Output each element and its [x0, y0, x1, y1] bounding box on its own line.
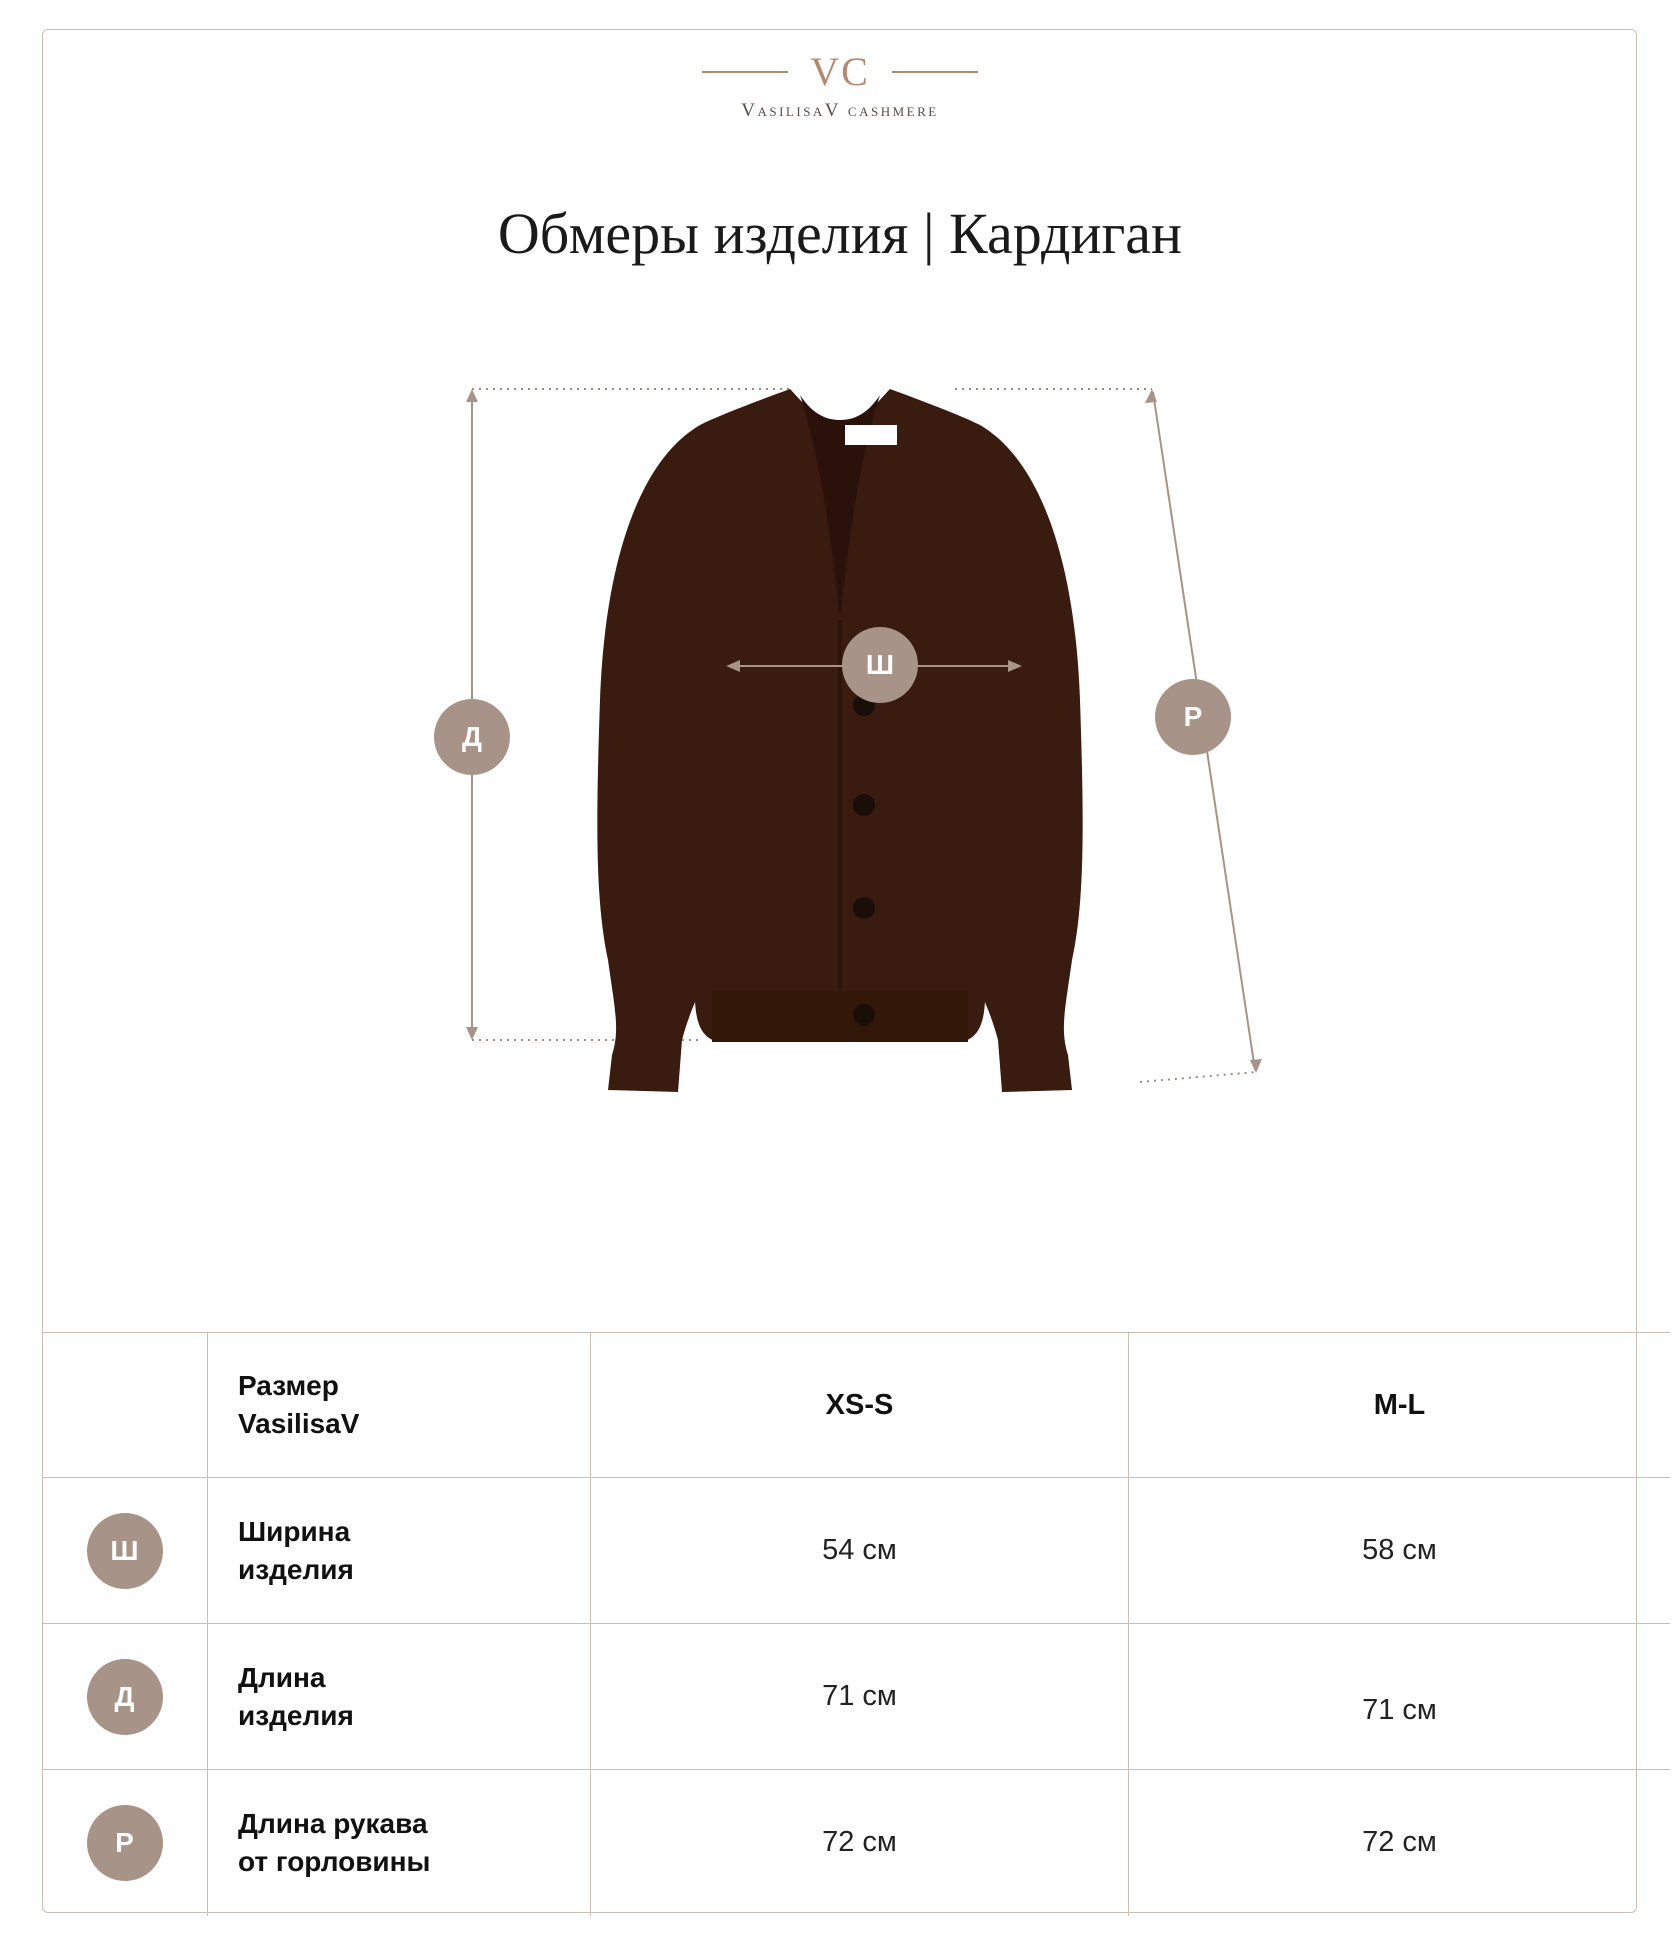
sleeve-arrow-head-top [1145, 389, 1157, 403]
row-label-line1: Длина [238, 1661, 326, 1693]
page-title: Обмеры изделия | Кардиган [497, 201, 1183, 266]
row-value-m-l: 72 см [1129, 1770, 1671, 1916]
row-value-m-l: 58 см [1129, 1478, 1671, 1624]
row-value-xs-s: 54 см [591, 1478, 1129, 1624]
length-arrow-head-bottom [466, 1027, 478, 1040]
header-size-xs-s: XS-S [591, 1333, 1129, 1478]
row-label-line1: Ширина [238, 1515, 351, 1547]
header-empty-cell [42, 1333, 208, 1478]
sleeve-badge: Р [1155, 679, 1231, 755]
logo-brand-name: VasilisaV cashmere [741, 100, 939, 121]
header-size-m-l: M-L [1129, 1333, 1671, 1478]
row-label-line2: изделия [238, 1699, 354, 1731]
hem-rib [712, 990, 968, 1042]
header-label-line2: VasilisaV [238, 1408, 360, 1439]
width-badge: Ш [842, 627, 918, 703]
length-badge: Д [434, 699, 510, 775]
button-3 [853, 897, 875, 919]
row-label-line1: Длина рукава [238, 1807, 428, 1839]
row-label [208, 1770, 591, 1916]
button-2 [853, 794, 875, 816]
row-value-xs-s: 72 см [591, 1770, 1129, 1916]
row-badge-sleeve: Р [87, 1805, 163, 1881]
table-row [42, 1624, 1670, 1770]
row-label [208, 1624, 591, 1770]
row-badge-length: Д [87, 1659, 163, 1735]
row-label [208, 1478, 591, 1624]
row-label-line2: изделия [238, 1553, 354, 1585]
size-table [42, 1332, 1637, 1916]
table-row [42, 1770, 1670, 1916]
garment-label [845, 425, 897, 445]
row-value-xs-s: 71 см [591, 1624, 1129, 1770]
row-badge-width: Ш [87, 1513, 163, 1589]
row-value-m-l: 71 см [1129, 1624, 1671, 1770]
length-arrow-head-top [466, 389, 478, 402]
button-4 [853, 1004, 875, 1026]
table-row [42, 1478, 1670, 1624]
header-size-label [208, 1333, 591, 1478]
header-label-line1: Размер [238, 1370, 339, 1401]
row-label-line2: от горловины [238, 1845, 431, 1877]
logo-monogram: VC [810, 49, 870, 94]
sleeve-arrow-head-bottom [1250, 1059, 1262, 1073]
sleeve-guide-bottom [1140, 1072, 1256, 1082]
table-header-row [42, 1333, 1670, 1478]
